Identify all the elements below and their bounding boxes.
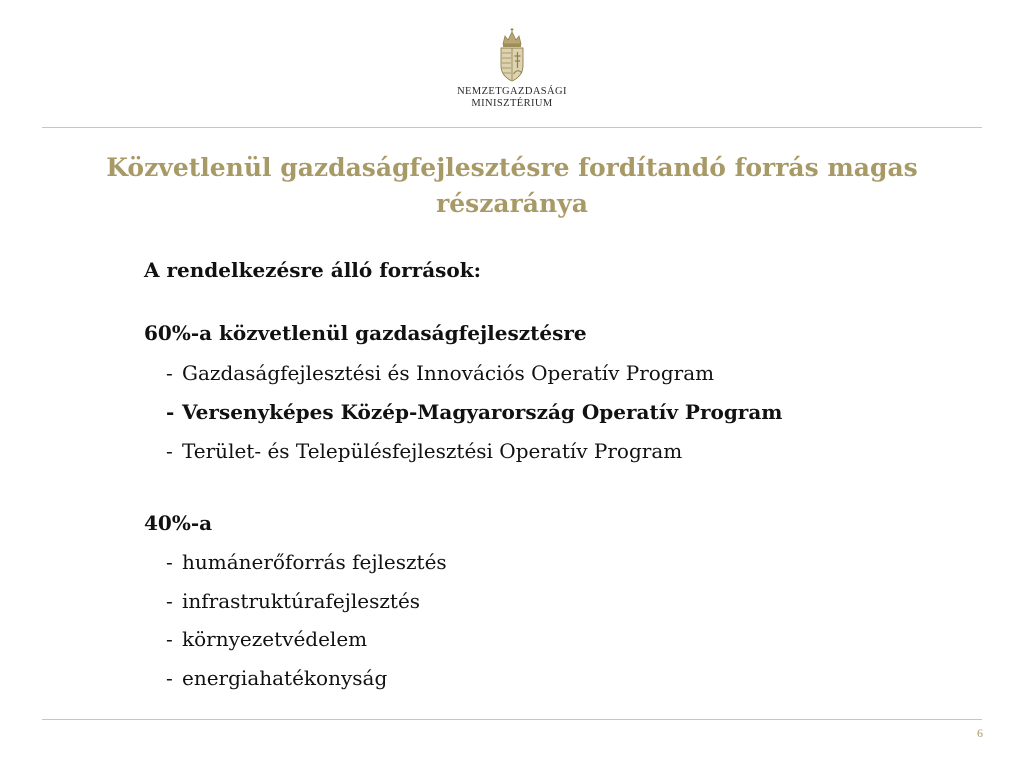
dash-bullet: - xyxy=(166,589,173,613)
dash-bullet: - xyxy=(166,666,173,690)
list-item-text: energiahatékonyság xyxy=(182,666,388,690)
bottom-divider xyxy=(42,719,982,720)
group1-heading: 60%-a közvetlenül gazdaságfejlesztésre xyxy=(144,321,587,345)
group2-heading: 40%-a xyxy=(144,511,213,535)
list-item-text: humánerőforrás fejlesztés xyxy=(182,550,447,574)
list-item xyxy=(166,359,714,387)
ministry-logo xyxy=(0,28,1024,110)
dash-bullet: - xyxy=(166,439,173,463)
list-item xyxy=(166,664,387,692)
list-item xyxy=(166,625,367,653)
list-item-text: Gazdaságfejlesztési és Innovációs Operatív Program xyxy=(182,361,715,385)
list-item-text: infrastruktúrafejlesztés xyxy=(182,589,421,613)
dash-bullet: - xyxy=(166,400,175,424)
page-number: 6 xyxy=(977,726,983,740)
ministry-name-line1: NEMZETGAZDASÁGI xyxy=(457,86,567,97)
slide-title: Közvetlenül gazdaságfejlesztésre fordítandó forrás magas részaránya xyxy=(106,153,918,218)
list-item-text: Terület- és Településfejlesztési Operatív Program xyxy=(182,439,683,463)
dash-bullet: - xyxy=(166,550,173,574)
list-item xyxy=(166,437,682,465)
ministry-name-line2: MINISZTÉRIUM xyxy=(471,98,553,109)
list-item-text: Versenyképes Közép-Magyarország Operatív Program xyxy=(182,400,783,424)
list-item xyxy=(166,398,782,426)
top-divider xyxy=(42,127,982,128)
coat-of-arms-icon xyxy=(497,28,527,84)
intro-text: A rendelkezésre álló források: xyxy=(144,258,482,282)
list-item-text: környezetvédelem xyxy=(182,627,368,651)
list-item xyxy=(166,548,447,576)
dash-bullet: - xyxy=(166,627,173,651)
dash-bullet: - xyxy=(166,361,173,385)
list-item xyxy=(166,587,420,615)
ministry-name xyxy=(0,86,1024,110)
